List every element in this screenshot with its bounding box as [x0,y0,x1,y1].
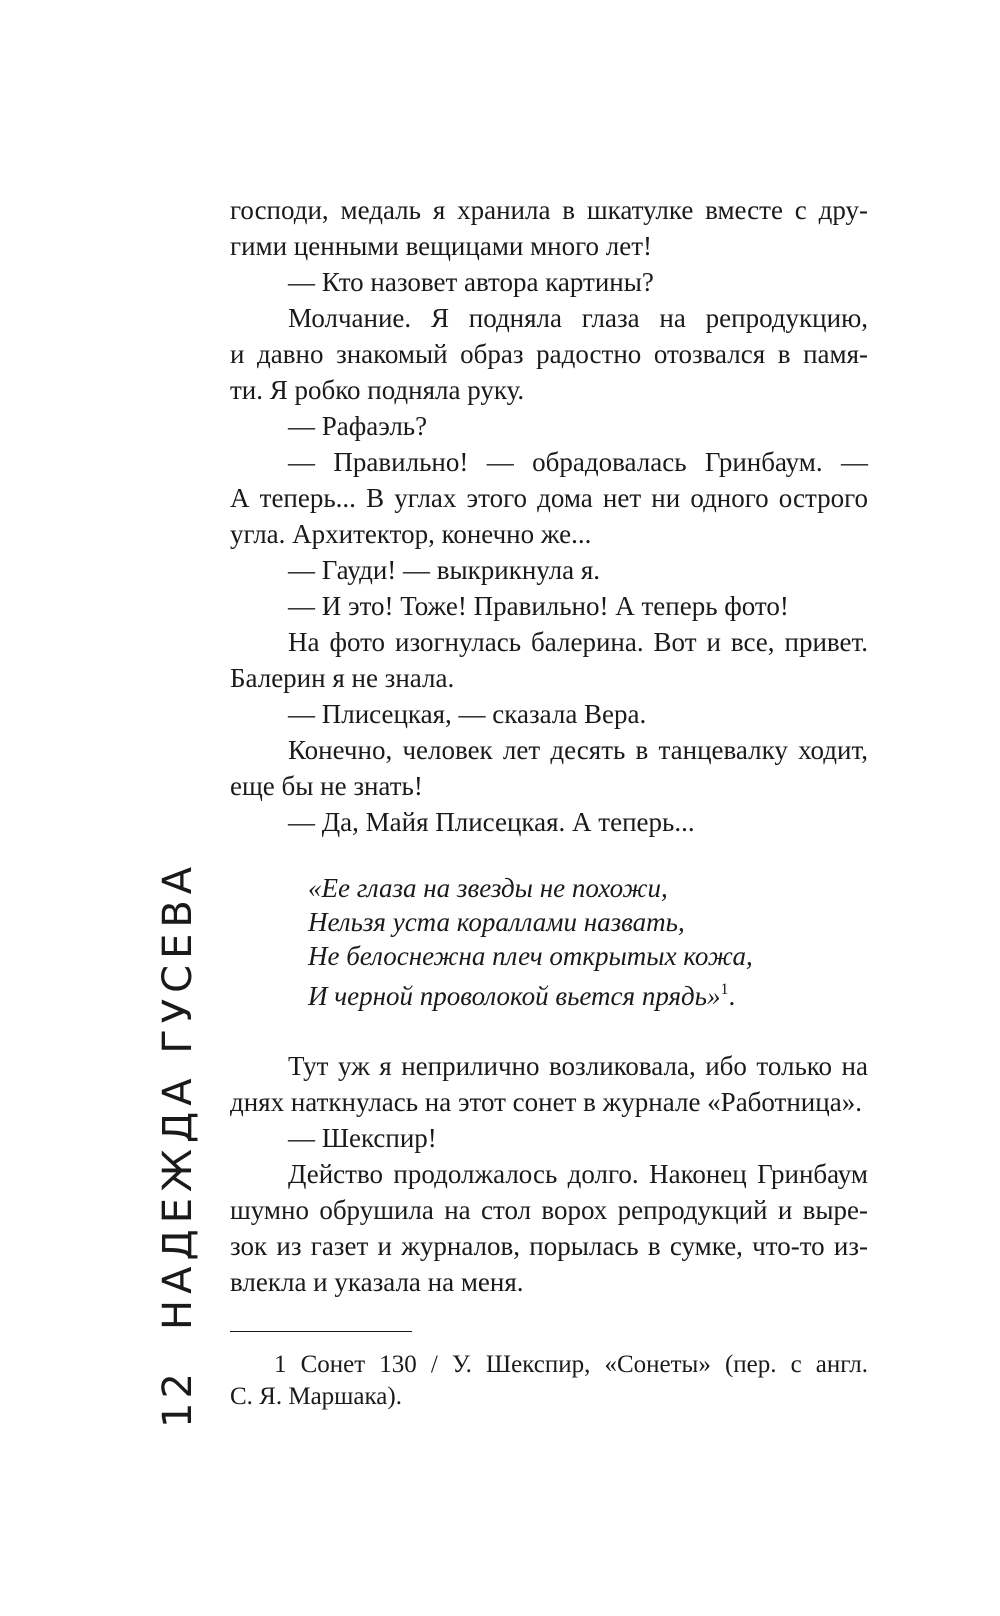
text-line: ти. Я робко подняла руку. [230,375,525,405]
body-text [230,192,868,840]
text-line: Конечно, человек лет десять в танцевалку ходит, [288,735,868,765]
text-line: А теперь... В углах этого дома нет ни одного острого [230,483,868,513]
text-line: еще бы не знать! [230,771,423,801]
text-line: шумно обрушила на стол ворох репродукций и выре- [230,1195,868,1225]
verse-line: Не белоснежна плеч открытых кожа, [308,941,753,971]
verse-line-last [308,973,753,1011]
text-line: — Рафаэль? [288,411,428,441]
text-line: — Правильно! — обрадовалась Гринбаум. — [288,447,868,477]
text-line: — Плисецкая, — сказала Вера. [288,699,647,729]
text-line: влекла и указала на меня. [230,1267,524,1297]
text-line: — И это! Тоже! Правильно! А теперь фото! [288,591,789,621]
verse-line: Нельзя уста кораллами назвать, [308,907,685,937]
footnote-divider [230,1331,412,1332]
text-line: На фото изогнулась балерина. Вот и все, привет. [288,627,868,657]
footnote-marker: 1 [720,981,729,998]
text-line: Балерин я не знала. [230,663,455,693]
page-number: 12 [155,1369,201,1428]
running-header-author: НАДЕЖДА ГУСЕВА [155,860,201,1330]
text-line: — Да, Майя Плисецкая. А теперь... [288,807,695,837]
verse-line-text: И черной проволокой вьется прядь» [308,981,721,1011]
verse-end-punct: . [728,981,736,1011]
verse-line: «Ее глаза на звезды не похожи, [308,873,668,903]
footnote-line: 1 Сонет 130 / У. Шекспир, «Сонеты» (пер. с англ. [274,1351,868,1378]
text-line: — Кто назовет автора картины? [288,267,654,297]
text-line: зок из газет и журналов, порылась в сумке, что-то из- [230,1231,868,1261]
text-line: — Шекспир! [288,1123,437,1153]
text-line: Молчание. Я подняла глаза на репродукцию, [288,303,868,333]
text-line: гими ценными вещицами много лет! [230,231,653,261]
text-line: господи, медаль я хранила в шкатулке вместе с дру- [230,195,868,225]
footnote [230,1349,868,1413]
text-line: угла. Архитектор, конечно же... [230,519,592,549]
text-line: днях наткнулась на этот сонет в журнале «Работница». [230,1087,862,1117]
text-line: Действо продолжалось долго. Наконец Гринбаум [288,1159,868,1189]
footnote-line: С. Я. Маршака). [230,1383,402,1410]
body-text-continued [230,1048,868,1300]
text-line: Тут уж я неприлично возликовала, ибо только на [288,1051,868,1081]
text-line: — Гауди! — выкрикнула я. [288,555,600,585]
text-line: и давно знакомый образ радостно отозвался в памя- [230,339,868,369]
sonnet-quote [308,871,753,1011]
